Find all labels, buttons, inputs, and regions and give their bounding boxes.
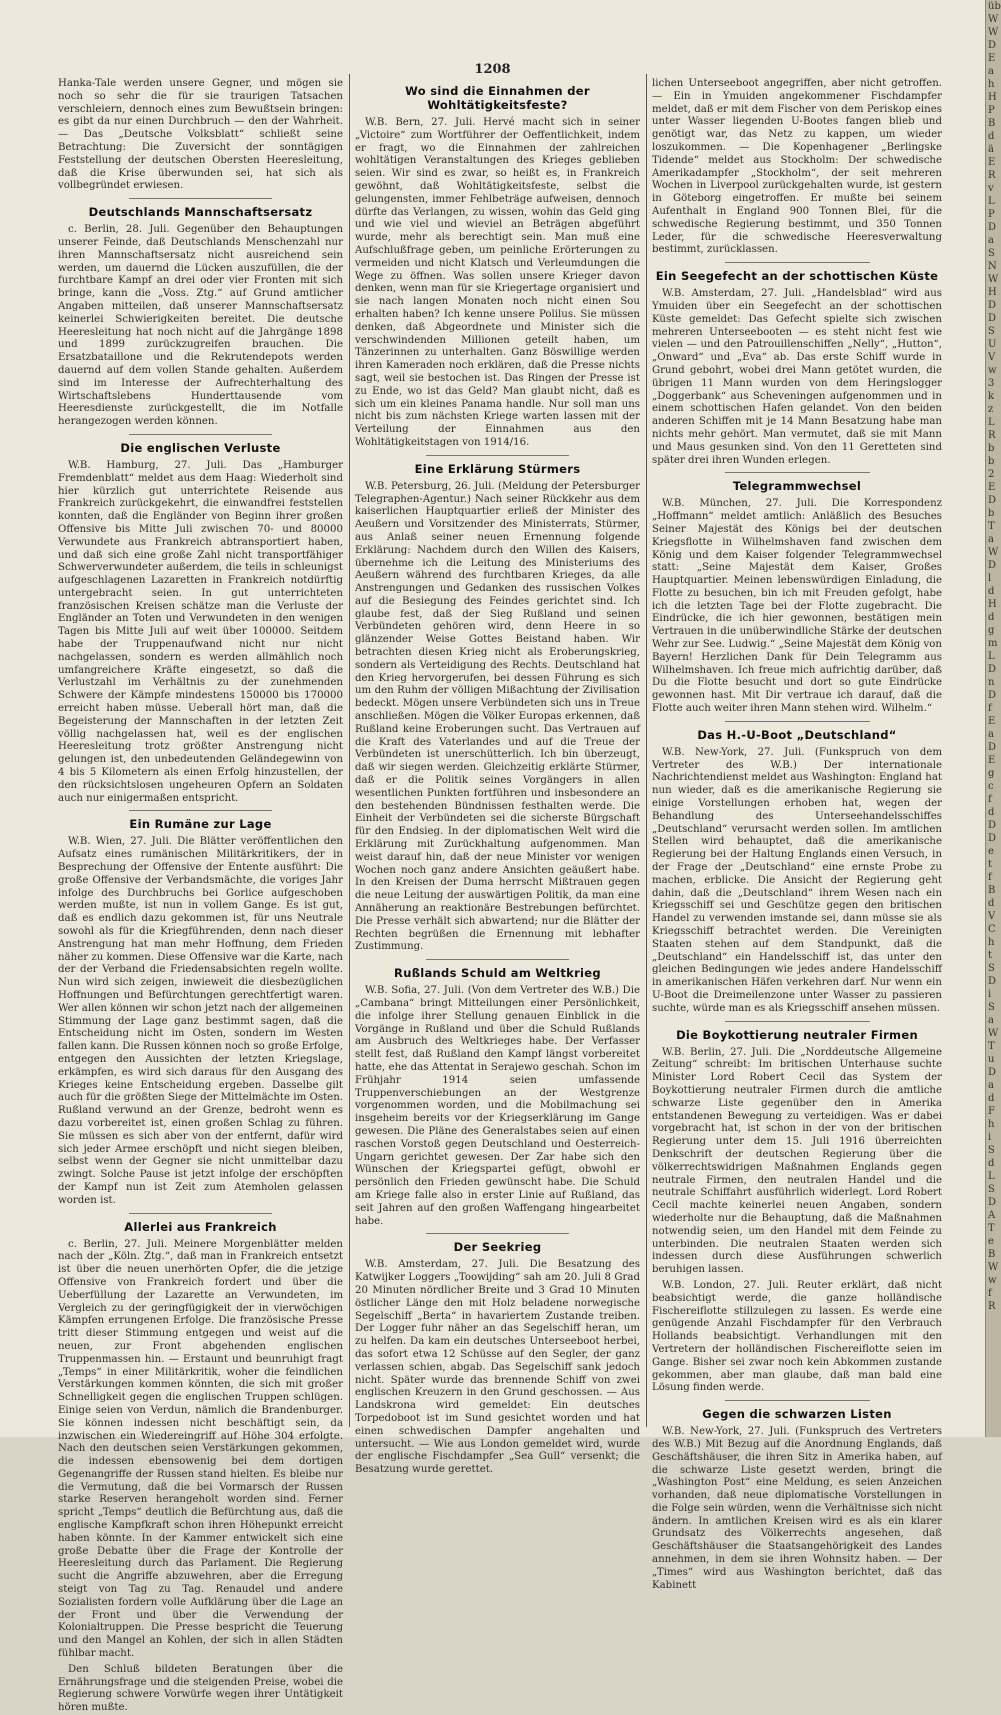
article-stuermer: W.B. Petersburg, 26. Juli. (Meldung der Petersburger Telegraphen-Agentur.) Nach seiner Rückkehr aus dem kaiserlichen Hauptquartier erließ der Minister des Aeußern und Vorsitzender des Ministerrats, Stürmer, aus Anlaß seiner neuen Ernennung folgende Erklärung: Nachdem durch den Willen des Kaisers, übernehme ich die Leitung des Ministeriums des Aeußern während des furchtbaren Krieges, da alle Anstrengungen und Gedanken des russischen Volkes auf die Besiegung des Feindes gerichtet sind. Ich glaube fest, daß der Sieg Rußland und seinen Verbündeten gehören wird, denn Heere in so glänzender Weise Gottes Beistand haben. Wir betrachten diesen Krieg nicht als Eroberungskrieg, sondern als Verteidigung des Rechts. Deutschland hat den Krieg hervorgerufen, bei dessen Führung es sich um den Ruhm der völligen Mißachtung der Zivilisation bedeckt. Mögen unsere Verbündeten sich uns in Treue anschließen. Mögen die Völker Europas erkennen, daß Rußland keine Eroberungen sucht. Das Vertrauen auf die Kraft des Vaterlandes und auf die Treue der Verbündeten ist unerschütterlich. Ich bin überzeugt, daß wir siegen werden. Gleichzeitig erklärte Stürmer, daß er die Politik seines Vorgängers in allen wesentlichen Punkten fortführen und insbesondere an den bestehenden Bündnissen festhalten werde. Die Einheit der Verbündeten sei die sicherste Bürgschaft für den Endsieg. In der diplomatischen Welt wird die Erklärung mit Zurückhaltung aufgenommen. Man weist darauf hin, daß der neue Minister vor wenigen Wochen noch ganz andere Ansichten geäußert habe. In den Kreisen der Duma herrscht Mißtrauen gegen die neue Leitung der auswärtigen Politik, da man eine Annäherung an reaktionäre Bestrebungen befürchtet. Die Presse verhält sich abwartend; nur die Blätter der Rechten begrüßen die Ernennung mit lebhafter Zustimmung. (355, 480, 640, 953)
edge-fragment: H (988, 287, 997, 298)
edge-fragment: h (988, 79, 995, 90)
edge-fragment: R (988, 170, 996, 181)
edge-fragment: W (988, 274, 999, 285)
edge-fragment: l (988, 573, 992, 584)
edge-fragment: i (988, 1132, 992, 1143)
edge-fragment: L (988, 417, 995, 428)
article-deutschland-uboot: W.B. New-York, 27. Juli. (Funkspruch von dem Vertreter des W.B.) Der internationale Nachrichtendienst meldet aus Washington: England hat nun wieder, daß es die amerikanische Regierung sie einige Vorstellungen erhoben hat, wegen der Behandlung des Unterseehandelsschiffes „Deutschland“ verursacht werden sollen. Im amtlichen Stellen wird behauptet, daß die amerikanische Regierung bei der Haltung Englands einen Versuch, in der Frage der „Deutschland“ eine ernste Probe zu machen, erblicke. Die Ansicht der Regierung geht dahin, daß die „Deutschland“ ihrem Wesen nach ein Kriegsschiff sei und Geschütze gegen den britischen Handel zu verwenden imstande sei, dann müsse sie als Kriegsschiff betrachtet werden. Die Vereinigten Staaten stehen auf dem Standpunkt, daß die „Deutschland“ ein Handelsschiff ist, das unter den gleichen Bedingungen wie jedes andere Handelsschiff in amerikanischen Häfen verkehren darf. Nur wenn ein U-Boot die Dreimeilenzone unter Wasser zu passieren suchte, würde man es als Kriegsschiff ansehen müssen. (652, 746, 942, 1014)
edge-fragment: W (988, 1262, 999, 1273)
edge-fragment: S (988, 963, 995, 974)
edge-fragment: c (988, 781, 994, 792)
article-wohltaetigkeitsfeste: W.B. Bern, 27. Juli. Hervé macht sich in seiner „Victoire“ zum Wortführer der Oeffentlichkeit, indem er fragt, wo die Einnahmen der zahlreichen wohltätigen Veranstaltungen des Krieges geblieben seien. Wir sind es zwar, so heißt es, in Frankreich gewöhnt, daß Wohltätigkeitsfeste, selbst die gelungensten, immer Fehlbeträge aufweisen, dennoch dürfte das Verlangen, zu wissen, wohin das Geld ging und wie viel und wieviel an Beträgen abgeführt wurde, mehr als berechtigt sein. Man muß eine Aufschlußfrage geben, um peinliche Erörterungen zu vermeiden und nicht Klatsch und Verleumdungen die Wege zu öffnen. Was sollen unsere Krieger davon denken, wenn man für sie Kriegertage organisiert und sie nach langen Monaten noch nicht einen Sou erhalten haben? Ich kenne unsere Polilus. Sie müssen denken, daß Abgeordnete und Minister sich die verschwindenden Millionen geteilt haben, um Tänzerinnen zu unterhalten. Ganz Böswillige werden ihren Kameraden noch erklären, daß die Presse nichts sagt, weil sie bestochen ist. Das Ringen der Presse ist zu Ende, wo ist das Geld? Man glaubt nicht, daß es sich um ein kleines Panama handle. Nur soll man uns nicht bis zum nächsten Kriege warten lassen mit der Verteilung der Einnahmen aus den Wohltätigkeitstagen von 1914/16. (355, 117, 640, 448)
edge-fragment: D (988, 1197, 997, 1208)
edge-fragment: a (988, 534, 994, 545)
edge-fragment: W (988, 547, 999, 558)
edge-fragment: S (988, 1002, 995, 1013)
edge-fragment: a (988, 235, 994, 246)
column-rule-left (349, 74, 350, 1427)
adjacent-page-edge (985, 0, 1001, 1437)
edge-fragment: f (988, 794, 992, 805)
headline-englische-verluste: Die englischen Verluste (120, 440, 281, 455)
edge-fragment: v (988, 183, 994, 194)
edge-fragment: e (988, 1236, 994, 1247)
column-right (652, 78, 942, 1591)
edge-fragment: A (988, 1210, 996, 1221)
edge-fragment: N (988, 261, 997, 272)
edge-fragment: üb (988, 1, 1001, 12)
headline-boykottierung: Die Boykottierung neutraler Firmen (676, 1027, 918, 1042)
divider (725, 1400, 870, 1401)
edge-fragment: V (988, 911, 996, 922)
edge-fragment: V (988, 352, 996, 363)
divider (426, 1233, 569, 1234)
edge-fragment: D (988, 40, 997, 51)
headline-mannschaftsersatz: Deutschlands Mannschaftsersatz (88, 205, 313, 220)
edge-fragment: 3 (988, 378, 995, 389)
column-left (58, 78, 343, 1714)
article-seegefecht: W.B. Amsterdam, 27. Juli. „Handelsblad“ wird aus Ymuiden über ein Seegefecht an der schottischen Küste gemeldet: Das Gefecht spielte sich zwischen mehreren Unterseebooten — es steht nicht fest wie vielen — und den Patrouillenschiffen „Nelly“, „Hutton“, „Onward“ und „Eva“ ab. Das erste Schiff wurde in Grund gebohrt, wobei drei Mann getötet wurden, die übrigen 11 Mann wurden von dem Heringslogger „Doggerbank“ aus Scheveningen aufgenommen und in einem schottischen Hafen gelandet. Von den beiden anderen Schiffen mit je 14 Mann Besatzung habe man nichts mehr gehört. Man vermutet, daß sie mit Mann und Maus gesunken sind. Von den 11 Geretteten sind später drei ihren Wunden erlegen. (652, 288, 942, 466)
edge-fragment: h (988, 1119, 995, 1130)
headline-wohltaetigkeitsfeste: Wo sind die Einnahmen der Wohltätigkeitsfeste? (405, 84, 590, 112)
edge-fragment: E (988, 755, 996, 766)
edge-fragment: D (988, 690, 997, 701)
edge-fragment: d (988, 807, 995, 818)
edge-fragment: P (988, 209, 995, 220)
edge-fragment: S (988, 1184, 995, 1195)
column-rule-right (646, 74, 647, 1427)
divider (426, 455, 569, 456)
edge-fragment: S (988, 326, 995, 337)
edge-fragment: w (988, 1275, 997, 1286)
divider (725, 721, 870, 722)
article-rumaene: W.B. Wien, 27. Juli. Die Blätter veröffentlichen den Aufsatz eines rumänischen Militärkritikers, der in Besprechung der Offensive der Entente ausführt: Die große Offensive der Verbandsmächte, die voriges Jahr infolge des Durchbruchs bei Gorlice aufgeschoben werden mußte, ist nun in vollem Gange. Es ist gut, daß es endlich dazu gekommen ist, für uns Neutrale sowohl als für die Kriegführenden, denn nach dieser Anstrengung hat man mehr Hoffnung, dem Frieden näher zu kommen. Diese Offensive war die Karte, nach der der Verband die Friedensabsichten regeln wollte. Nun wird sich zeigen, inwieweit die diesbezüglichen Hoffnungen und Befürchtungen gerechtfertigt waren. Wer allen können wir schon jetzt nach der allgemeinen Stimmung der Lage ganz bestimmt sagen, daß die Entscheidung nicht im Osten, sondern im Westen fallen kann. Die Russen können noch so große Erfolge, entgegen den Aussichten der letzten Kriegslage, erkämpfen, es wird sich daraus für den Ausgang des Krieges keine Entscheidung ergeben. Dasselbe gilt auch für die größten Siege der Mittelmächte im Osten. Rußland verwund an der Grenze, bedroht wenn es dazu vorbereitet ist, einen großen Schlag zu führen. Sie müssen es sich aber von der entfernt, dafür wird sich jeder Armee erschöpft und nicht siegen bleiben, selbst wenn der Gegner sie nicht unmittelbar dazu zwingt. Solche Pause ist jetzt infolge der erschöpften der Kampf nun ist Zeit zum Atemholen gelassen worden ist. (58, 836, 343, 1206)
edge-fragment: R (988, 430, 996, 441)
edge-fragment: L (988, 651, 995, 662)
edge-fragment: S (988, 1145, 995, 1156)
article-london-fischerei: W.B. London, 27. Juli. Reuter erklärt, daß nicht beabsichtigt werde, die ganze holländische Fischereiflotte stillzulegen zu lassen. Es werde eine genügende Anzahl Fischdampfer für den Verbrauch Hollands beabsichtigt. Verhandlungen mit den Vertretern der holländischen Fischereiflotte seien im Gange. Bisher sei zwar noch kein Abkommen zustande gekommen, aber man glaube, daß man bald eine Lösung finden werde. (652, 1279, 942, 1394)
page-number: 1208 (474, 62, 511, 77)
edge-fragment: D (988, 742, 997, 753)
edge-fragment: E (988, 157, 996, 168)
edge-fragment: W (988, 1028, 999, 1039)
edge-fragment: L (988, 1171, 995, 1182)
edge-fragment: d (988, 586, 995, 597)
edge-fragment: f (988, 872, 992, 883)
edge-fragment: D (988, 222, 997, 233)
edge-fragment: a (988, 1080, 994, 1091)
edge-fragment: D (988, 1067, 997, 1078)
edge-fragment: D (988, 664, 997, 675)
edge-fragment: L (988, 196, 995, 207)
edge-fragment: d (988, 612, 995, 623)
edge-fragment: b (988, 508, 995, 519)
headline-seekrieg: Der Seekrieg (453, 1240, 542, 1255)
edge-fragment: S (988, 248, 995, 259)
edge-fragment: n (988, 677, 995, 688)
edge-fragment: e (988, 846, 994, 857)
edge-fragment: C (988, 924, 996, 935)
edge-fragment: t (988, 859, 993, 870)
divider (725, 1021, 870, 1022)
headline-frankreich: Allerlei aus Frankreich (124, 1219, 277, 1234)
edge-fragment: a (988, 66, 994, 77)
headline-rumaene: Ein Rumäne zur Lage (129, 817, 272, 832)
edge-fragment: D (988, 820, 997, 831)
edge-fragment: b (988, 443, 995, 454)
edge-fragment: d (988, 1158, 995, 1169)
divider (426, 959, 569, 960)
headline-seegefecht: Ein Seegefecht an der schottischen Küste (655, 269, 939, 284)
edge-fragment: B (988, 885, 996, 896)
article-frankreich-tail: Den Schluß bildeten Beratungen über die Ernährungsfrage und die steigenden Preise, wobei die Regierung schwere Vorwürfe wegen ihrer Untätigkeit hören mußte. (58, 1663, 343, 1714)
edge-fragment: D (988, 560, 997, 571)
edge-fragment: E (988, 482, 996, 493)
article-boykottierung: W.B. Berlin, 27. Juli. Die „Norddeutsche Allgemeine Zeitung“ schreibt: Im britischen Unterhause suchte Minister Lord Robert Cecil das System der Boykottierung neutraler Firmen durch die amtliche schwarze Liste gegenüber den in Amerika entstandenen Bewegung zu verteidigen. Was er dabei vorgebracht hat, ist schon in der von der britischen Regierung unter dem 15. Juli 1916 überreichten Denkschrift der deutschen Regierung über die völkerrechtswidrigen Maßnahmen Englands gegen neutrale Firmen, den neutralen Handel und die neutrale Schiffahrt ausführlich widerlegt. Lord Robert Cecil machte keinerlei neuen Angaben, sondern wiederholte nur die Behauptung, daß die Maßnahmen notwendig seien, um den Handel mit dem Feinde zu unterbinden. Die neutralen Staaten werden sich indessen durch diese Ausführungen schwerlich beruhigen lassen. (652, 1046, 942, 1276)
edge-fragment: 2 (988, 469, 995, 480)
divider (129, 810, 272, 811)
edge-fragment: b (988, 456, 995, 467)
headline-deutschland-uboot: Das H.-U-Boot „Deutschland“ (697, 727, 897, 742)
edge-fragment: D (988, 495, 997, 506)
edge-fragment: D (988, 833, 997, 844)
edge-fragment: E (988, 716, 996, 727)
edge-fragment: m (988, 638, 998, 649)
divider (129, 198, 272, 199)
headline-stuermer: Eine Erklärung Stürmers (414, 461, 581, 476)
article-schwarze-listen: W.B. New-York, 27. Juli. (Funkspruch des Vertreters des W.B.) Mit Bezug auf die Anordnung Englands, daß Geschäftshäuser, die ihren Sitz in Amerika haben, auf die schwarze Liste gesetzt werden, bringt die „Washington Post“ eine Meldung, es seien Anzeichen vorhanden, daß neue diplomatische Vorstellungen in die Folge sein würden, wenn die Verhältnisse sich nicht ändern. In amtlichen Kreisen wird es als ein klarer Grundsatz des Völkerrechts angesehen, daß Geschäftshäuser die Staatsangehörigkeit des Landes annehmen, in dem sie ihren Wohnsitz haben. — Der „Times“ wird aus Washington berichtet, daß das Kabinett (652, 1426, 942, 1591)
edge-fragment: t (988, 950, 993, 961)
divider (725, 472, 870, 473)
edge-fragment: k (988, 391, 995, 402)
edge-fragment: H (988, 92, 997, 103)
edge-fragment: D (988, 300, 997, 311)
edge-fragment: W (988, 27, 999, 38)
divider (129, 434, 272, 435)
edge-fragment: D (988, 976, 997, 987)
edge-fragment: B (988, 1249, 996, 1260)
edge-fragment: F (988, 1106, 995, 1117)
headline-schwarze-listen: Gegen die schwarzen Listen (702, 1407, 892, 1422)
edge-fragment: E (988, 53, 996, 64)
edge-fragment: T (988, 1223, 995, 1234)
article-russlands-schuld: W.B. Sofia, 27. Juli. (Von dem Vertreter des W.B.) Die „Cambana“ bringt Mitteilungen einer Persönlichkeit, die infolge ihrer Stellung genauen Einblick in die Vorgänge in Rußland und über die Schuld Rußlands am Ausbruch des Weltkrieges habe. Der Verfasser stellt fest, daß Rußland den Kampf längst vorbereitet hatte, ehe das Attentat in Serajewo geschah. Schon im Frühjahr 1914 seien umfassende Truppenverschiebungen an der Westgrenze vorgenommen worden, und die Mobilmachung sei insgeheim bereits vor der Kriegserklärung im Gange gewesen. Die Pläne des Generalstabes seien auf einen raschen Vorstoß gegen Deutschland und Oesterreich-Ungarn gerichtet gewesen. Der Zar habe sich den Wünschen der Kriegspartei gefügt, obwohl er persönlich den Frieden gewünscht habe. Die Schuld am Kriege falle also in erster Linie auf Rußland, das seit Jahren auf den großen Waffengang hingearbeitet habe. (355, 985, 640, 1227)
divider (129, 1213, 272, 1214)
edge-fragment: H (988, 599, 997, 610)
article-continued-top: lichen Unterseeboot angegriffen, aber nicht getroffen. — Ein in Ymuiden angekommener Fischdampfer meldet, daß er mit dem Fischer von dem Periskop eines unter Wasser liegenden U-Bootes fangen blieb und genötigt war, das Netz zu kappen, um wieder loszukommen. — Die Kopenhagener „Berlingske Tidende“ meldet aus Stockholm: Der schwedische Amerikadampfer „Stockholm“, der seit mehreren Wochen in Liverpool zurückgehalten wurde, ist gestern in Göteborg eingetroffen. Er mußte bei seinem Aufenthalt in England 900 Tonnen Blei, für die schwedische Regierung bestimmt, und 350 Tonnen Leder, für die schwedische Heeresverwaltung bestimmt, zurücklassen. (652, 78, 942, 256)
article-englische-verluste: W.B. Hamburg, 27. Juli. Das „Hamburger Fremdenblatt“ meldet aus dem Haag: Wiederholt sind hier kürzlich gut unterrichtete Reisende aus Frankreich zurückgekehrt, die einwandfrei feststellen konnten, daß die Engländer von Beginn ihrer großen Offensive bis Mitte Juli zwischen 70- und 80000 Verwundete aus Frankreich abtransportiert haben, und daß sich eine große Zahl nicht transportfähiger Schwerverwundeter außerdem, die teils in schleunigst aufgeschlagenen Lazaretten in Frankreich notdürftig untergebracht seien. In gut unterrichteten französischen Kreisen schätze man die Verluste der Engländer an Toten und Verwundeten in den wenigen Tagen bis Mitte Juli auf weit über 100000. Seitdem habe der Truppenaufwand nicht nur nicht nachgelassen, sondern es werden allmählich noch umfangreichere Kräfte eingesetzt, so daß die Verlustzahl im Verhältnis zu der zunehmenden Schwere der Kämpfe mindestens 150000 bis 170000 erreicht haben müsse. Ueberall hört man, daß die Begeisterung der Mannschaften in der letzten Zeit völlig nachgelassen hat, weil es der englischen Heeresleitung trotz größter Anstrengung nicht gelungen ist, den unbedeutenden Geländegewinn von 4 bis 5 Kilometern als einen Erfolg hinzustellen, der den rücksichtslosen ungeheuren Opfern an Soldaten auch nur einigermaßen entspricht. (58, 459, 343, 804)
edge-fragment: B (988, 118, 996, 129)
edge-fragment: d (988, 131, 995, 142)
edge-fragment: f (988, 1288, 992, 1299)
edge-fragment: R (988, 1301, 996, 1312)
edge-fragment: h (988, 937, 995, 948)
edge-fragment: ä (988, 144, 994, 155)
edge-fragment: i (988, 989, 992, 1000)
edge-fragment: z (988, 404, 994, 415)
edge-fragment: d (988, 1093, 995, 1104)
edge-fragment: d (988, 898, 995, 909)
article-mannschaftsersatz: c. Berlin, 28. Juli. Gegenüber den Behauptungen unserer Feinde, daß Deutschlands Menschenzahl nur ihren Mannschaftsersatz nicht ausreichend sein werden, um dauernd die Lücken auszufüllen, die der furchtbare Kampf an drei oder vier Fronten mit sich bringe, kann die „Voss. Ztg.“ auf Grund amtlicher Angaben mitteilen, daß unserer Mannschaftsersatz keinerlei Schwierigkeiten bereitet. Die deutsche Heeresleitung hat noch nicht auf die Jahrgänge 1898 und 1899 zurückzugreifen brauchen. Die Ersatzbataillone und die Rekrutendepots werden dauernd auf dem vollen Stande gehalten. Außerdem sind im Interesse der Aufrechterhaltung des Wirtschaftslebens Hunderttausende vom Heeresdienste zurückgestellt, die im Notfalle herangezogen werden können. (58, 224, 343, 428)
edge-fragment: f (988, 703, 992, 714)
headline-telegrammwechsel: Telegrammwechsel (732, 479, 862, 494)
edge-fragment: P (988, 105, 995, 116)
divider (725, 262, 870, 263)
headline-russlands-schuld: Rußlands Schuld am Weltkrieg (394, 966, 601, 981)
edge-fragment: g (988, 625, 995, 636)
edge-fragment: T (988, 1041, 995, 1052)
edge-fragment: g (988, 768, 995, 779)
edge-fragment: u (988, 1054, 995, 1065)
article-telegrammwechsel: W.B. München, 27. Juli. Die Korrespondenz „Hoffmann“ meldet amtlich: Anläßlich des Besuches Seiner Majestät des Königs bei der deutschen Kriegsflotte in Wilhelmshaven fand zwischen dem König und dem Kaiser folgender Telegrammwechsel statt: „Seine Majestät dem Kaiser, Großes Hauptquartier. Meinen lebenswürdigen Einladung, die Flotte zu besuchen, bin ich mit Freuden gefolgt, habe ich die letzten Tage bei der Flotte zugebracht. Die Eindrücke, die ich hier gewonnen, bestätigen mein Vertrauen in die unüberwindliche Stärke der deutschen Wehr zur See. Ludwig.“ „Seine Majestät dem König von Bayern! Herzlichen Dank für Dein Telegramm aus Wilhelmshaven. Ich freue mich aufrichtig darüber, daß Du die Flotte besucht und dort so gute Eindrücke gewonnen hast. Mit Dir vertraue ich darauf, daß die Flotte auch weiter ihren Mann stehen wird. Wilhelm.“ (652, 498, 942, 715)
article-frankreich: c. Berlin, 27. Juli. Meinere Morgenblätter melden nach der „Köln. Ztg.“, daß man in Frankreich entsetzt ist über die neuen unerhörten Opfer, die die jetzige Offensive von Frankreich fordert und über die Ueberfüllung der Lazarette an Verwundeten, im Vergleich zu der geringfügigkeit der in vierwöchigen Kämpfen errungenen Erfolge. Die französische Presse tritt dieser Stimmung entgegen und weist auf die neuen, zur Front abgehenden englischen Truppenmassen hin. — Erstaunt und beunruhigt fragt „Temps“ in einer Militärkritik, woher die feindlichen Verstärkungen kommen könnten, die sich mit großer Schnelligkeit gegen die englischen Truppen schlügen. Einige seien von Verdun, nämlich die Brandenburger. Sie können indessen nicht beschäftigt sein, da inzwischen ein Wiedereingriff auf Höhe 304 erfolgte. Nach den deutschen seien Verstärkungen gekommen, die indessen ebensowenig bei dem dortigen Gegenangriffe der Russen stand hielten. Es bleibe nur die Vermutung, daß die bei Vormarsch der Russen starke Reserven herangeholt worden sind. Ferner spricht „Temps“ deutlich die Befürchtung aus, daß die englische Kampfkraft schon ihren Höhepunkt erreicht haben könnte. In der Kammer entwickelt sich eine große Debatte über die Frage der Kontrolle der Heeresleitung durch das Parlament. Die Regierung sucht die Angriffe abzuwehren, aber die Erregung steigt von Tag zu Tag. Renaudel und andere Sozialisten fordern volle Aufklärung über die Lage an der Front und über die Verwendung der Kolonialtruppen. Die Presse bespricht die Teuerung und den Mangel an Kohlen, der sich in allen Städten fühlbar macht. (58, 1238, 343, 1660)
article-intro-text: Hanka-Tale werden unsere Gegner, und mögen sie noch so sehr die für sie traurigen Tatsachen verschleiern, dennoch eines zum Bewußtsein bringen: es gibt da nur einen Durchbruch — den der Wahrheit. — Das „Deutsche Volksblatt“ schließt seine Betrachtung: Die Zuversicht der sonntägigen Feststellung der deutschen Obersten Heeresleitung, daß die Krise überwunden sei, hat sich als vollbegründet erwiesen. (58, 78, 343, 192)
edge-fragment: a (988, 1015, 994, 1026)
edge-fragment: T (988, 521, 995, 532)
edge-fragment: U (988, 339, 997, 350)
edge-fragment: W (988, 14, 999, 25)
edge-fragment: w (988, 365, 997, 376)
article-seekrieg: W.B. Amsterdam, 27. Juli. Die Besatzung des Katwijker Loggers „Toowijding“ sah am 20. Juli 8 Grad 20 Minuten nördlicher Breite und 3 Grad 10 Minuten östlicher Länge den mit Holz beladene norwegische Segelschiff „Berta“ in havariertem Zustande treiben. Der Logger fuhr näher an das Segelschiff heran, um zu helfen. Da kam ein deutsches Unterseeboot herbei, das sofort etwa 12 Schüsse auf den Segler, der ganz verlassen schien, abgab. Das Segelschiff sank jedoch nicht. Später wurde das brennende Schiff von zwei englischen Kreuzern in den Grund geschossen. — Aus Landskrona wird gemeldet: Ein deutsches Torpedoboot ist im Sund gesichtet worden und hat einen schwedischen Dampfer angehalten und untersucht. — Wie aus London gemeldet wird, wurde der englische Fischdampfer „Sea Gull“ versenkt; die Besatzung wurde gerettet. (355, 1259, 640, 1476)
column-middle (355, 78, 640, 1476)
edge-fragment: D (988, 313, 997, 324)
edge-fragment: a (988, 729, 994, 740)
